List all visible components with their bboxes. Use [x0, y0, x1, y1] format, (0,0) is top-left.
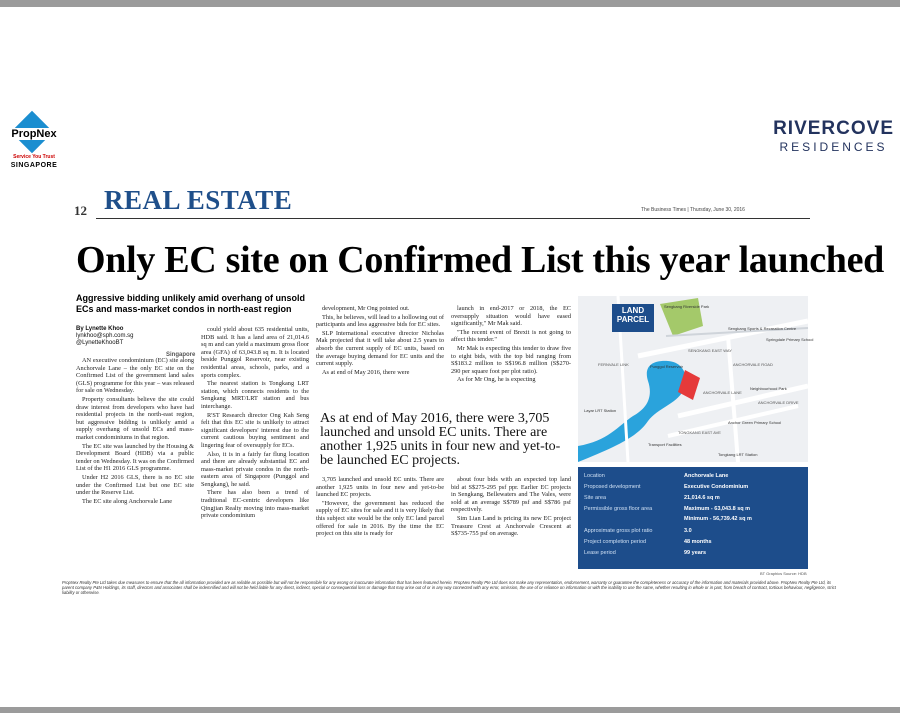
paragraph: There has also been a trend of traditional EC-centric developers like Qingjian Realty moving into mass-market private condominium	[201, 489, 309, 520]
paragraph: about four bids with an expected top land bid at S$275-295 psf ppr. Earlier EC projects in Sengkang, Bellewaters and The Vales, were sold at an average S$789 psf and S$786 psf respectively.	[451, 476, 571, 514]
paragraph: As at end of May 2016, there were	[322, 368, 410, 376]
headline: Only EC site on Confirmed List this year launched	[76, 239, 884, 281]
map-label: Transport Facilities	[648, 442, 682, 447]
info-value: 3.0	[684, 528, 692, 534]
paragraph: could yield about 635 residential units, HDB said. It has a land area of 21,014.6 sq m and can yield a maximum gross floor area (GFA) of 63,043.8 sq m. It is located beside Punggol Reservoir, near existing residential areas, schools, parks, and a sports complex.	[201, 326, 309, 379]
author-handle: @LynetteKhooBT	[76, 340, 124, 346]
map-label: Layar LRT Station	[584, 408, 617, 413]
map-label: Anchor Green Primary School	[728, 420, 782, 425]
info-value: 99 years	[684, 550, 707, 556]
paragraph: As for Mr Ong, he is expecting	[457, 376, 536, 384]
map-label: Punggol Reservoir	[650, 364, 683, 369]
deck: Aggressive bidding unlikely amid overhang of unsold ECs and mass-market condos in north-east region	[76, 293, 306, 314]
section-title: REAL ESTATE	[104, 185, 293, 215]
map-label: ANCHORVALE LANE	[703, 390, 742, 395]
paragraph: development, Mr Ong pointed out.	[322, 305, 410, 312]
propnex-logo	[4, 115, 64, 177]
map-label: FERNVALE LINK	[598, 362, 629, 367]
info-key: Proposed development	[584, 484, 641, 490]
info-value: Maximum - 63,043.8 sq m	[684, 506, 751, 512]
map-label: ANCHORVALE DRIVE	[758, 400, 799, 405]
article-column-3	[316, 305, 444, 377]
info-key: Approximate gross plot ratio	[584, 528, 653, 534]
paragraph: launch in end-2017 or 2018, the EC oversupply situation would have eased significantly," Mr Mak said.	[451, 305, 571, 328]
paragraph: "The recent event of Brexit is not going to affect this tender."	[451, 328, 571, 344]
article-column-3-lower	[316, 476, 444, 539]
info-value: 48 months	[684, 539, 712, 545]
paragraph: Mr Mak is expecting this tender to draw five to eight bids, with the top bid ranging from S$183.2 million to S$196.8 million (S$270-290 per square foot per plot ratio).	[451, 344, 571, 375]
paragraph: R'ST Research director Ong Kah Seng felt that this EC site is unlikely to attract significant developers' interest due to the current cautious buying sentiment and lingering fear of oversupply for ECs.	[201, 411, 309, 449]
dateline-city: Singapore	[166, 352, 196, 358]
map-label: Tongkang LRT Station	[718, 452, 758, 457]
header-rule	[96, 218, 810, 219]
article-column-4-lower	[451, 476, 571, 539]
rivercove-logo	[773, 118, 894, 154]
paragraph: The EC site along Anchorvale Lane	[82, 497, 173, 505]
article-column-4	[451, 305, 571, 385]
author-email: lynkhoo@sph.com.sg	[76, 333, 134, 339]
info-value: 21,014.6 sq m	[684, 495, 720, 501]
disclaimer: PropNex Realty Pte Ltd takes due measures to ensure that the all information provided are as reliable as possible but will not be responsible for any wrong or inaccurate information that has been featured herein. PropNex Realty Pte Ltd does not make any representation, endorsement, warranty or guarantee the completeness or accuracy of the information and materials provided above. PropNex Realty Pte Ltd, its parent company P&N Holdings, its staff, directors and associates shall be indemnified and will not be held liable for any direct, indirect, special or consequential loss or damage that may arise out of or in any way connected with any error, omission, the use of or reliance on information or with the inability to use the same, whether resulting in whole or in part, from breach of contract, tortious behaviour, negligence, strict liability or otherwise.	[62, 580, 836, 595]
info-key: Lease period	[584, 550, 616, 556]
author: By Lynette Khoo	[76, 326, 124, 332]
rivercove-line2: RESIDENCES	[779, 140, 888, 154]
map-label: Sengkang Riverside Park	[664, 304, 710, 309]
rivercove-line1: RIVERCOVE	[773, 118, 894, 139]
paragraph: This, he believes, will lead to a hollowing out of participants and less aggressive bids for EC sites.	[316, 313, 444, 329]
dateline: The Business Times | Thursday, June 30, 2016	[641, 207, 745, 213]
paragraph: The nearest station is Tongkang LRT station, which connects residents to the Sengkang MRT/LRT station and bus interchange.	[201, 380, 309, 410]
map-label: TONGKANG EAST AVE	[678, 430, 721, 435]
map-label: SENGKANG EAST WAY	[688, 348, 732, 353]
info-value: Minimum - 56,739.42 sq m	[684, 516, 752, 522]
propnex-country: SINGAPORE	[10, 162, 58, 169]
info-key: Location	[584, 473, 605, 479]
info-value: Anchorvale Lane	[684, 473, 729, 479]
paragraph: "However, the government has reduced the supply of EC sites for sale and it is very likely that this subject site would be the only EC land parcel offered for sale in 2016. By the time the EC project on this site is ready for	[316, 499, 444, 538]
article-column-1	[76, 357, 194, 506]
info-value: Executive Condominium	[684, 484, 749, 490]
map-label: ANCHORVALE ROAD	[733, 362, 773, 367]
land-parcel-tag: LAND PARCEL	[612, 304, 654, 332]
newspaper-page	[0, 7, 900, 707]
propnex-wordmark: PropNex	[4, 128, 64, 140]
paragraph: Property consultants believe the site could draw interest from developers who have had residential projects in the north-east region, but aggressive bidding is unlikely amid a supply overhang of unsold ECs and mass-market condominiums in that region.	[76, 395, 194, 441]
paragraph: AN executive condominium (EC) site along Anchorvale Lane – the only EC site on the Confirmed List of the government land sales (GLS) programme for this year – was released for sale on Wednesday.	[76, 357, 194, 395]
paragraph: Under H2 2016 GLS, there is no EC site under the Confirmed List but one EC site under the Reserve List.	[76, 473, 194, 497]
map-label: Neighbourhood Park	[750, 386, 787, 391]
info-key: Project completion period	[584, 539, 647, 545]
paragraph: The EC site was launched by the Housing & Development Board (HDB) via a public tender on Wednesday. It was on the Confirmed List of the H1 2016 GLS programme.	[76, 442, 194, 473]
propnex-tagline: Service You Trust	[13, 154, 55, 160]
pull-quote: As at end of May 2016, there were 3,705 launched and unsold EC units. There are another 1,925 units in four new and yet-to-be launched EC projects.	[320, 411, 561, 468]
paragraph: 3,705 launched and unsold EC units. There are another 1,925 units in four new and yet-to-be launched EC projects.	[316, 476, 444, 499]
page-number: 12	[74, 203, 87, 218]
article-column-2	[201, 326, 309, 521]
map-label: Springdale Primary School	[766, 337, 814, 342]
site-info-box	[578, 467, 808, 569]
graphic-credit: BT Graphics Source: HDB	[760, 571, 807, 576]
map-label: Sengkang Sports & Recreation Centre	[728, 326, 797, 331]
paragraph: Sim Lian Land is pricing its new EC project Treasure Crest at Anchorvale Crescent at S$735-755 psf on average.	[451, 514, 571, 538]
info-key: Site area	[584, 495, 607, 501]
paragraph: SLP International executive director Nicholas Mak projected that it will take about 2.5 years to absorb the current supply of EC units, based on the average buying demand for EC units and the current supply.	[316, 329, 444, 368]
info-key: Permissible gross floor area	[584, 506, 653, 512]
paragraph: Also, it is in a fairly far flung location and there are already substantial EC and mass-market private condos in the north-eastern area of Singapore (Punggol and Sengkang), he said.	[201, 450, 309, 488]
byline	[76, 326, 194, 347]
